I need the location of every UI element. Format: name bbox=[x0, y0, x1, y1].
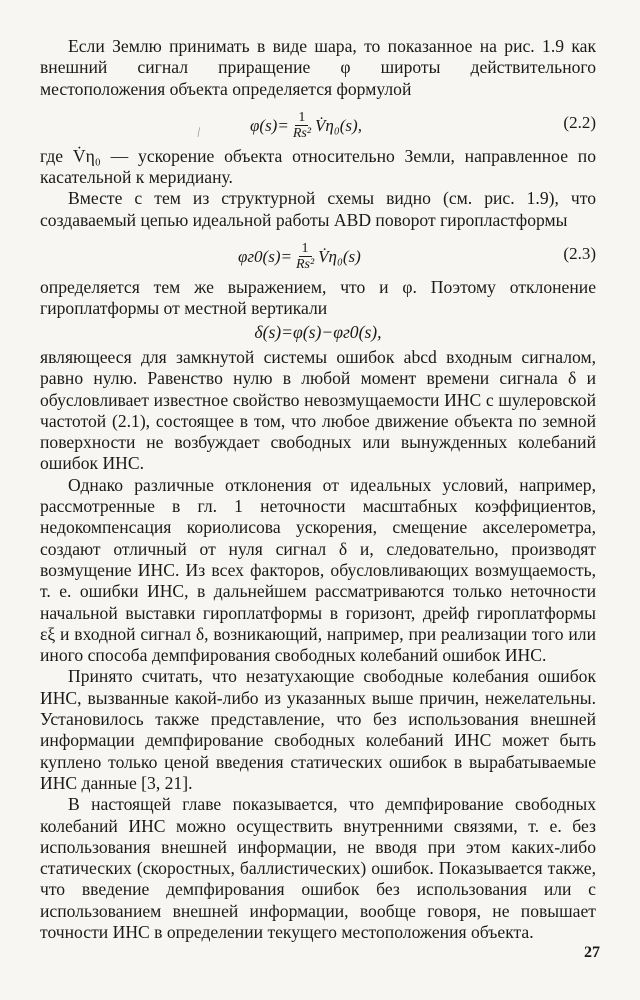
paragraph-5: являющееся для замкнутой системы ошибок abcd входным сигналом, равно нулю. Равенство нулю в любой момент времени сигнала δ и обусловливает известное свойство невозмущаемости ИНС с шулеровской частотой (2.1), состоящее в том, что любое движение объекта по земной поверхности не возбуждает свободных или вынужденных колебаний ошибок ИНС. bbox=[40, 346, 596, 474]
eq1-frac-den: Rs² bbox=[292, 125, 312, 141]
eq1-fraction bbox=[293, 110, 311, 141]
paragraph-2: где V̇η₀ — ускорение объекта относительно Земли, направленное по касательной к меридиану. bbox=[40, 145, 596, 188]
equation-delta: δ(s)=φ(s)−φг0(s), bbox=[254, 321, 382, 342]
eq2-lhs: φг0(s)= bbox=[238, 246, 292, 266]
page-number: 27 bbox=[584, 944, 600, 961]
eq2-frac-den: Rs² bbox=[295, 257, 315, 273]
eq2-number: (2.3) bbox=[563, 244, 596, 264]
paragraph-1: Если Землю принимать в виде шара, то показанное на рис. 1.9 как внешний сигнал приращение φ широты действительного местоположения объекта определяется формулой bbox=[40, 36, 596, 99]
eq1-lhs: φ(s)= bbox=[250, 115, 289, 135]
eq1-number: (2.2) bbox=[563, 112, 596, 132]
paragraph-8: В настоящей главе показывается, что демпфирование свободных колебаний ИНС можно осуществить внутренними связями, т. е. без использования внешней информации, не вводя при этом каких-либо статических (скоростных, баллистических) ошибок. Показывается также, что введение демпфирования ошибок без использования или с использованием внешней информации, вообще говоря, не повышает точности ИНС в определении текущего местоположения объекта. bbox=[40, 794, 596, 942]
body-text bbox=[40, 36, 596, 943]
paragraph-3: Вместе с тем из структурной схемы видно (см. рис. 1.9), что создаваемый цепью идеальной работы ABD поворот гиропластформы bbox=[40, 188, 596, 230]
stray-mark-icon: ⁄ bbox=[194, 125, 203, 139]
eq2-rhs: V̇η₀(s) bbox=[318, 246, 361, 266]
paragraph-4: определяется тем же выражением, что и φ. Поэтому отклонение гироплатформы от местной вертикали bbox=[40, 277, 596, 319]
equation-2-3 bbox=[40, 231, 596, 277]
eq2-fraction bbox=[296, 241, 314, 272]
eq2-frac-num: 1 bbox=[299, 241, 312, 257]
equation-2-2 bbox=[40, 100, 596, 146]
paragraph-7: Принято считать, что незатухающие свободные колебания ошибок ИНС, вызванные какой-либо из указанных выше причин, нежелательны. Установилось также представление, что без использования внешней информации демпфирование свободных колебаний ИНС может быть куплено только ценой введения статических ошибок в вырабатываемые ИНС данные [3, 21]. bbox=[40, 666, 596, 793]
eq1-rhs: V̇η₀(s), bbox=[315, 115, 362, 135]
paragraph-6: Однако различные отклонения от идеальных условий, например, рассмотренные в гл. 1 неточности масштабных коэффициентов, недокомпенсация кориолисова ускорения, смещение акселерометра, создают отличный от нуля сигнал δ и, следовательно, производят возмущение ИНС. Из всех факторов, обусловливающих возмущаемость, т. е. ошибки ИНС, в дальнейшем рассматриваются только неточности начальной выставки гироплатформы в горизонт, дрейф гироплатформы εξ и входной сигнал δ, возникающий, например, при реализации того или иного способа демпфирования свободных колебаний ошибок ИНС. bbox=[40, 474, 596, 666]
eq1-frac-num: 1 bbox=[295, 110, 308, 126]
